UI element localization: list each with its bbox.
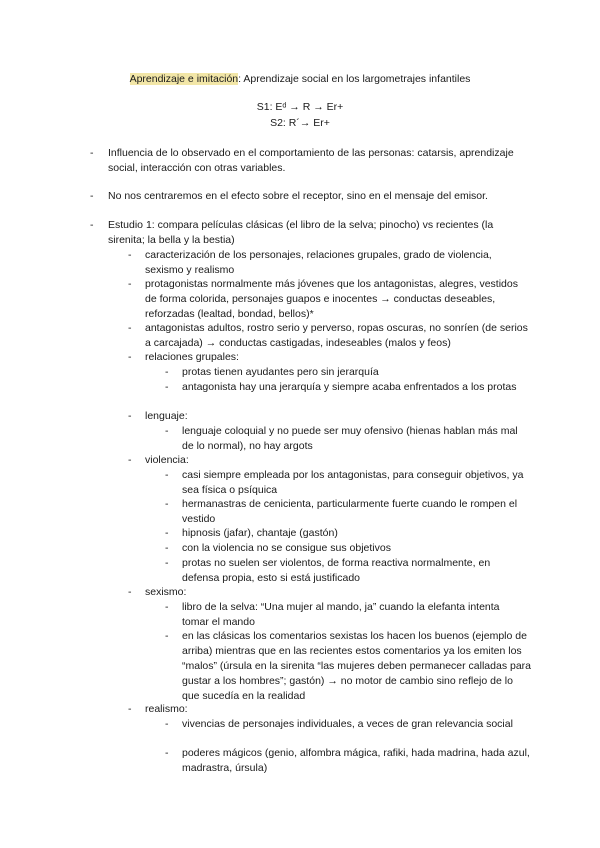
title-rest: : Aprendizaje social en los largometrajes infantiles xyxy=(238,73,471,85)
bullet-influencia: Influencia de lo observado en el comportamiento de las personas: catarsis, aprendizaje social, interacción con otras variables. xyxy=(108,147,514,174)
bullet-marker: - xyxy=(128,586,132,598)
equation-s2: S2: R´→ Er+ xyxy=(270,117,330,129)
bullet-antagonistas: antagonistas adultos, rostro serio y perverso, ropas oscuras, no sonríen (de serios a carcajada) → conductas castigadas, indeseables (malos y feos) xyxy=(145,322,528,349)
bullet-marker: - xyxy=(165,718,169,730)
bullet-protas-violentos: protas no suelen ser violentos, de forma reactiva normalmente, en defensa propia, esto si está justificado xyxy=(182,557,491,584)
bullet-con-violencia: con la violencia no se consigue sus objetivos xyxy=(182,542,391,554)
bullet-marker: - xyxy=(128,410,132,422)
bullet-marker: - xyxy=(165,469,169,481)
bullet-marker: - xyxy=(165,381,169,393)
bullet-protagonistas: protagonistas normalmente más jóvenes que los antagonistas, alegres, vestidos de forma colorida, personajes guapos e inocentes → conductas deseables, reforzadas (lealtad, bondad, bellos)* xyxy=(145,278,518,320)
bullet-marker: - xyxy=(90,219,94,231)
bullet-marker: - xyxy=(128,278,132,290)
bullet-hipnosis: hipnosis (jafar), chantaje (gastón) xyxy=(182,527,338,539)
bullet-relaciones: relaciones grupales: xyxy=(145,351,239,363)
bullet-marker: - xyxy=(165,425,169,437)
bullet-libro-selva: libro de la selva: “Una mujer al mando, ja” cuando la elefanta intenta tomar el mando xyxy=(182,601,500,628)
bullet-vivencias: vivencias de personajes individuales, a veces de gran relevancia social xyxy=(182,718,513,730)
equation-s1: S1: Eᵈ → R → Er+ xyxy=(256,101,344,113)
bullet-poderes: poderes mágicos (genio, alfombra mágica, rafiki, hada madrina, hada azul, madrastra, úrsula) xyxy=(182,747,530,774)
title-highlight: Aprendizaje e imitación xyxy=(129,73,239,85)
bullet-lenguaje-coloquial: lenguaje coloquial y no puede ser muy ofensivo (hienas hablan más mal de lo normal), no hay argots xyxy=(182,425,518,452)
bullet-realismo: realismo: xyxy=(145,703,188,715)
bullet-no-centraremos: No nos centraremos en el efecto sobre el receptor, sino en el mensaje del emisor. xyxy=(108,190,488,202)
bullet-marker: - xyxy=(128,454,132,466)
bullet-estudio1: Estudio 1: compara películas clásicas (el libro de la selva; pinocho) vs recientes (la sirenita; la bella y la bestia) xyxy=(108,219,494,246)
bullet-hermanastras: hermanastras de cenicienta, particularmente fuerte cuando le rompen el vestido xyxy=(182,498,518,525)
bullet-marker: - xyxy=(165,527,169,539)
bullet-marker: - xyxy=(165,542,169,554)
bullet-marker: - xyxy=(128,703,132,715)
bullet-marker: - xyxy=(165,366,169,378)
bullet-lenguaje: lenguaje: xyxy=(145,410,188,422)
bullet-violencia: violencia: xyxy=(145,454,189,466)
bullet-clasicas: en las clásicas los comentarios sexistas los hacen los buenos (ejemplo de arriba) mientras que en las recientes estos comentarios ya los emiten los “malos” (úrsula en la sirenita “las mujeres deben permanecer calladas para gustar a los hombres”; gastón) → no motor de cambio sino reflejo de lo que sucedía en la realidad xyxy=(182,630,531,702)
bullet-marker: - xyxy=(165,498,169,510)
bullet-marker: - xyxy=(165,601,169,613)
bullet-marker: - xyxy=(128,322,132,334)
bullet-marker: - xyxy=(128,351,132,363)
document-title xyxy=(0,72,600,86)
bullet-marker: - xyxy=(128,249,132,261)
bullet-casi-siempre: casi siempre empleada por los antagonistas, para conseguir objetivos, ya sea física o psíquica xyxy=(182,469,524,496)
bullet-sexismo: sexismo: xyxy=(145,586,187,598)
bullet-marker: - xyxy=(90,190,94,202)
bullet-marker: - xyxy=(165,747,169,759)
bullet-marker: - xyxy=(90,147,94,159)
bullet-marker: - xyxy=(165,630,169,642)
bullet-protas-ayudantes: protas tienen ayudantes pero sin jerarquía xyxy=(182,366,379,378)
bullet-caracterizacion: caracterización de los personajes, relaciones grupales, grado de violencia, sexismo y realismo xyxy=(145,249,492,276)
bullet-marker: - xyxy=(165,557,169,569)
bullet-antagonista-jerarquia: antagonista hay una jerarquía y siempre acaba enfrentados a los protas xyxy=(182,381,517,393)
